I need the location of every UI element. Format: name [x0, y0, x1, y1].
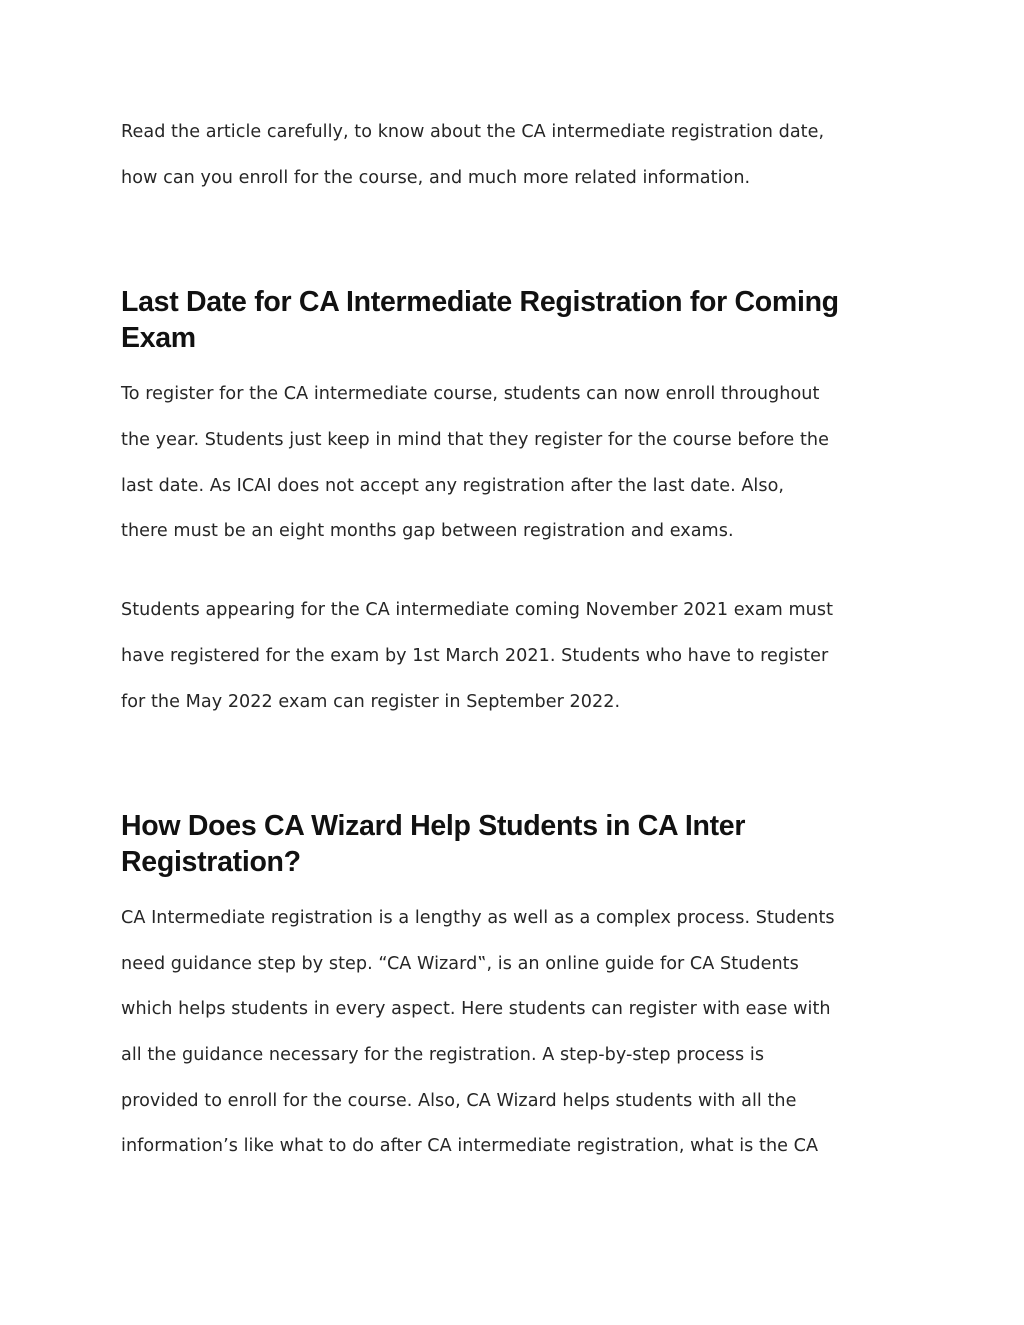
section1-para2-line-2: have registered for the exam by 1st March 2021. Students who have to register: [121, 646, 829, 666]
section1-para2-line-3: for the May 2022 exam can register in September 2022.: [121, 692, 621, 712]
section2-para1-line-3: which helps students in every aspect. Here students can register with ease with: [121, 999, 831, 1019]
section2-para1-line-4: all the guidance necessary for the registration. A step-by-step process is: [121, 1045, 765, 1065]
intro-line-2: how can you enroll for the course, and much more related information.: [121, 168, 751, 188]
section1-para1-line-1: To register for the CA intermediate course, students can now enroll throughout: [121, 384, 820, 404]
section2-para1-line-2: need guidance step by step. “CA Wizard‟, is an online guide for CA Students: [121, 954, 799, 974]
intro-line-1: Read the article carefully, to know about the CA intermediate registration date,: [121, 122, 825, 142]
section2-para1-line-6: information’s like what to do after CA intermediate registration, what is the CA: [121, 1136, 819, 1156]
section2-para1-line-5: provided to enroll for the course. Also, CA Wizard helps students with all the: [121, 1091, 797, 1111]
section1-heading-line-1: Last Date for CA Intermediate Registration for Coming: [121, 286, 839, 318]
section2-heading-line-1: How Does CA Wizard Help Students in CA Inter: [121, 810, 746, 842]
section1-para2-line-1: Students appearing for the CA intermediate coming November 2021 exam must: [121, 600, 834, 620]
section1-heading-line-2: Exam: [121, 322, 196, 354]
section1-para1-line-3: last date. As ICAI does not accept any registration after the last date. Also,: [121, 476, 785, 496]
section1-para1-line-4: there must be an eight months gap between registration and exams.: [121, 521, 734, 541]
section2-heading-line-2: Registration?: [121, 846, 301, 878]
section1-para1-line-2: the year. Students just keep in mind that they register for the course before the: [121, 430, 829, 450]
section2-para1-line-1: CA Intermediate registration is a lengthy as well as a complex process. Students: [121, 908, 835, 928]
